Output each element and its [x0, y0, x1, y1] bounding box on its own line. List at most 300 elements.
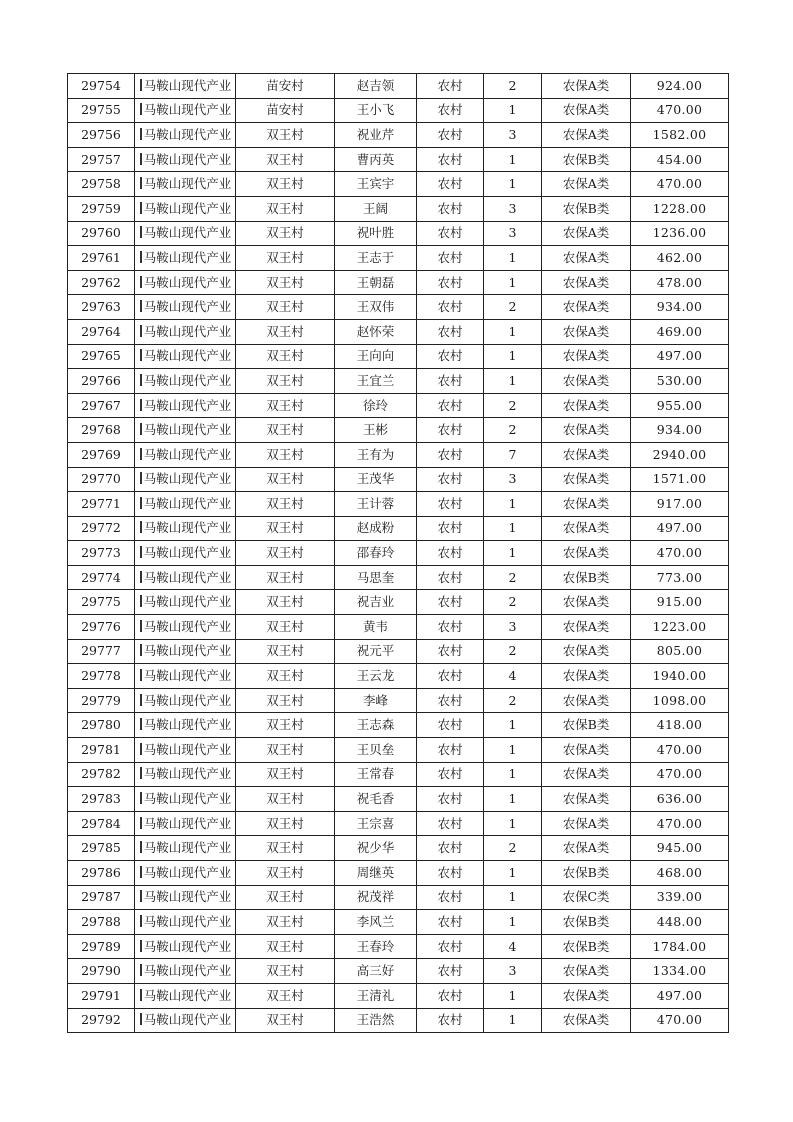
category-cell: 农保A类: [542, 123, 631, 148]
household-count-cell: 2: [484, 688, 542, 713]
amount-cell: 1571.00: [631, 467, 729, 492]
name-cell: 王计蓉: [335, 492, 417, 517]
org-cell: [135, 492, 236, 517]
village-cell: 双王村: [236, 123, 335, 148]
truncated-text-fragment: [140, 890, 142, 902]
row-id-cell: 29754: [68, 74, 135, 99]
category-cell: 农保B类: [542, 861, 631, 886]
amount-cell: 934.00: [631, 295, 729, 320]
org-text: 马鞍山现代产业: [143, 938, 232, 954]
name-cell: 祝少华: [335, 836, 417, 861]
truncated-text-fragment: [140, 276, 142, 288]
household-count-cell: 1: [484, 270, 542, 295]
name-cell: 王常春: [335, 762, 417, 787]
area-type-cell: 农村: [417, 221, 484, 246]
amount-cell: 1784.00: [631, 934, 729, 959]
household-count-cell: 3: [484, 196, 542, 221]
org-text: 马鞍山现代产业: [143, 791, 232, 807]
org-cell: [135, 565, 236, 590]
truncated-text-fragment: [140, 128, 142, 140]
village-cell: 双王村: [236, 516, 335, 541]
area-type-cell: 农村: [417, 885, 484, 910]
area-type-cell: 农村: [417, 74, 484, 99]
amount-cell: 470.00: [631, 1008, 729, 1033]
household-count-cell: 1: [484, 983, 542, 1008]
table-row: [68, 910, 729, 935]
org-text: 马鞍山现代产业: [143, 668, 232, 684]
amount-cell: 934.00: [631, 418, 729, 443]
table-row: [68, 74, 729, 99]
org-text: 马鞍山现代产业: [143, 913, 232, 929]
row-id-cell: 29771: [68, 492, 135, 517]
category-cell: 农保A类: [542, 983, 631, 1008]
village-cell: 双王村: [236, 541, 335, 566]
org-text: 马鞍山现代产业: [143, 495, 232, 511]
name-cell: 黄韦: [335, 615, 417, 640]
name-cell: 王春玲: [335, 934, 417, 959]
name-cell: 王贝垒: [335, 738, 417, 763]
truncated-text-fragment: [140, 251, 142, 263]
category-cell: 农保A类: [542, 319, 631, 344]
org-cell: [135, 688, 236, 713]
row-id-cell: 29788: [68, 910, 135, 935]
name-cell: 王茂华: [335, 467, 417, 492]
org-cell: [135, 738, 236, 763]
amount-cell: 773.00: [631, 565, 729, 590]
village-cell: 双王村: [236, 836, 335, 861]
org-cell: [135, 541, 236, 566]
name-cell: 祝茂祥: [335, 885, 417, 910]
category-cell: 农保A类: [542, 516, 631, 541]
truncated-text-fragment: [140, 694, 142, 706]
category-cell: 农保B类: [542, 147, 631, 172]
table-row: [68, 590, 729, 615]
area-type-cell: 农村: [417, 246, 484, 271]
category-cell: 农保A类: [542, 246, 631, 271]
area-type-cell: 农村: [417, 467, 484, 492]
row-id-cell: 29764: [68, 319, 135, 344]
table-row: [68, 319, 729, 344]
area-type-cell: 农村: [417, 369, 484, 394]
truncated-text-fragment: [140, 300, 142, 312]
name-cell: 王双伟: [335, 295, 417, 320]
org-text: 马鞍山现代产业: [143, 372, 232, 388]
truncated-text-fragment: [140, 841, 142, 853]
amount-cell: 448.00: [631, 910, 729, 935]
amount-cell: 530.00: [631, 369, 729, 394]
truncated-text-fragment: [140, 817, 142, 829]
household-count-cell: 4: [484, 934, 542, 959]
row-id-cell: 29790: [68, 959, 135, 984]
org-cell: [135, 934, 236, 959]
org-text: 马鞍山现代产业: [143, 545, 232, 561]
org-text: 马鞍山现代产业: [143, 987, 232, 1003]
table-row: [68, 615, 729, 640]
row-id-cell: 29782: [68, 762, 135, 787]
table-row: [68, 713, 729, 738]
org-cell: [135, 836, 236, 861]
household-count-cell: 2: [484, 836, 542, 861]
row-id-cell: 29792: [68, 1008, 135, 1033]
table-row: [68, 664, 729, 689]
table-row: [68, 1008, 729, 1033]
household-count-cell: 2: [484, 74, 542, 99]
name-cell: 周继英: [335, 861, 417, 886]
row-id-cell: 29780: [68, 713, 135, 738]
household-count-cell: 3: [484, 959, 542, 984]
category-cell: 农保A类: [542, 590, 631, 615]
village-cell: 双王村: [236, 861, 335, 886]
table-row: [68, 123, 729, 148]
row-id-cell: 29765: [68, 344, 135, 369]
row-id-cell: 29775: [68, 590, 135, 615]
category-cell: 农保A类: [542, 344, 631, 369]
table-row: [68, 172, 729, 197]
name-cell: 王宗喜: [335, 811, 417, 836]
area-type-cell: 农村: [417, 418, 484, 443]
name-cell: 祝元平: [335, 639, 417, 664]
area-type-cell: 农村: [417, 615, 484, 640]
village-cell: 苗安村: [236, 74, 335, 99]
category-cell: 农保A类: [542, 639, 631, 664]
org-cell: [135, 393, 236, 418]
area-type-cell: 农村: [417, 196, 484, 221]
org-cell: [135, 861, 236, 886]
category-cell: 农保A类: [542, 738, 631, 763]
household-count-cell: 1: [484, 172, 542, 197]
category-cell: 农保A类: [542, 369, 631, 394]
row-id-cell: 29767: [68, 393, 135, 418]
truncated-text-fragment: [140, 989, 142, 1001]
amount-cell: 917.00: [631, 492, 729, 517]
truncated-text-fragment: [140, 546, 142, 558]
table-row: [68, 98, 729, 123]
org-text: 马鞍山现代产业: [143, 741, 232, 757]
area-type-cell: 农村: [417, 123, 484, 148]
org-cell: [135, 147, 236, 172]
table-row: [68, 639, 729, 664]
org-text: 马鞍山现代产业: [143, 422, 232, 438]
table-row: [68, 492, 729, 517]
village-cell: 双王村: [236, 910, 335, 935]
household-count-cell: 1: [484, 319, 542, 344]
row-id-cell: 29785: [68, 836, 135, 861]
household-count-cell: 3: [484, 221, 542, 246]
household-count-cell: 7: [484, 442, 542, 467]
org-text: 马鞍山现代产业: [143, 299, 232, 315]
amount-cell: 497.00: [631, 983, 729, 1008]
row-id-cell: 29763: [68, 295, 135, 320]
truncated-text-fragment: [140, 448, 142, 460]
org-text: 马鞍山现代产业: [143, 889, 232, 905]
org-text: 马鞍山现代产业: [143, 249, 232, 265]
org-text: 马鞍山现代产业: [143, 225, 232, 241]
village-cell: 双王村: [236, 615, 335, 640]
truncated-text-fragment: [140, 79, 142, 91]
household-count-cell: 1: [484, 811, 542, 836]
category-cell: 农保A类: [542, 541, 631, 566]
village-cell: 双王村: [236, 172, 335, 197]
household-count-cell: 2: [484, 418, 542, 443]
category-cell: 农保B类: [542, 910, 631, 935]
org-text: 马鞍山现代产业: [143, 77, 232, 93]
area-type-cell: 农村: [417, 1008, 484, 1033]
org-cell: [135, 885, 236, 910]
org-cell: [135, 74, 236, 99]
amount-cell: 470.00: [631, 811, 729, 836]
org-cell: [135, 959, 236, 984]
area-type-cell: 农村: [417, 639, 484, 664]
name-cell: 王志森: [335, 713, 417, 738]
org-cell: [135, 811, 236, 836]
table-row: [68, 762, 729, 787]
household-count-cell: 1: [484, 492, 542, 517]
name-cell: 王阔: [335, 196, 417, 221]
household-count-cell: 1: [484, 344, 542, 369]
household-count-cell: 1: [484, 541, 542, 566]
area-type-cell: 农村: [417, 983, 484, 1008]
truncated-text-fragment: [140, 349, 142, 361]
category-cell: 农保A类: [542, 442, 631, 467]
org-cell: [135, 590, 236, 615]
truncated-text-fragment: [140, 472, 142, 484]
org-cell: [135, 1008, 236, 1033]
truncated-text-fragment: [140, 399, 142, 411]
org-text: 马鞍山现代产业: [143, 569, 232, 585]
category-cell: 农保C类: [542, 885, 631, 910]
area-type-cell: 农村: [417, 959, 484, 984]
table-row: [68, 836, 729, 861]
area-type-cell: 农村: [417, 516, 484, 541]
truncated-text-fragment: [140, 202, 142, 214]
area-type-cell: 农村: [417, 713, 484, 738]
table-row: [68, 147, 729, 172]
category-cell: 农保A类: [542, 74, 631, 99]
household-count-cell: 1: [484, 147, 542, 172]
category-cell: 农保B类: [542, 565, 631, 590]
name-cell: 王志于: [335, 246, 417, 271]
area-type-cell: 农村: [417, 541, 484, 566]
area-type-cell: 农村: [417, 492, 484, 517]
org-text: 马鞍山现代产业: [143, 397, 232, 413]
org-text: 马鞍山现代产业: [143, 643, 232, 659]
village-cell: 双王村: [236, 664, 335, 689]
org-cell: [135, 295, 236, 320]
village-cell: 双王村: [236, 934, 335, 959]
org-text: 马鞍山现代产业: [143, 864, 232, 880]
name-cell: 邵春玲: [335, 541, 417, 566]
row-id-cell: 29761: [68, 246, 135, 271]
subsidy-table: [67, 73, 729, 1033]
row-id-cell: 29784: [68, 811, 135, 836]
area-type-cell: 农村: [417, 270, 484, 295]
name-cell: 赵成粉: [335, 516, 417, 541]
amount-cell: 470.00: [631, 762, 729, 787]
category-cell: 农保A类: [542, 393, 631, 418]
amount-cell: 1582.00: [631, 123, 729, 148]
amount-cell: 915.00: [631, 590, 729, 615]
household-count-cell: 3: [484, 615, 542, 640]
village-cell: 双王村: [236, 1008, 335, 1033]
name-cell: 李风兰: [335, 910, 417, 935]
area-type-cell: 农村: [417, 861, 484, 886]
table-row: [68, 221, 729, 246]
category-cell: 农保A类: [542, 1008, 631, 1033]
org-cell: [135, 344, 236, 369]
row-id-cell: 29760: [68, 221, 135, 246]
org-cell: [135, 98, 236, 123]
name-cell: 李峰: [335, 688, 417, 713]
household-count-cell: 2: [484, 295, 542, 320]
truncated-text-fragment: [140, 620, 142, 632]
household-count-cell: 1: [484, 246, 542, 271]
amount-cell: 2940.00: [631, 442, 729, 467]
org-cell: [135, 664, 236, 689]
org-text: 马鞍山现代产业: [143, 717, 232, 733]
household-count-cell: 4: [484, 664, 542, 689]
truncated-text-fragment: [140, 792, 142, 804]
village-cell: 双王村: [236, 147, 335, 172]
category-cell: 农保A类: [542, 492, 631, 517]
truncated-text-fragment: [140, 497, 142, 509]
table-body: [68, 74, 729, 1033]
area-type-cell: 农村: [417, 787, 484, 812]
household-count-cell: 2: [484, 393, 542, 418]
household-count-cell: 1: [484, 713, 542, 738]
truncated-text-fragment: [140, 423, 142, 435]
amount-cell: 955.00: [631, 393, 729, 418]
row-id-cell: 29769: [68, 442, 135, 467]
name-cell: 高三好: [335, 959, 417, 984]
org-cell: [135, 467, 236, 492]
category-cell: 农保A类: [542, 295, 631, 320]
amount-cell: 924.00: [631, 74, 729, 99]
truncated-text-fragment: [140, 226, 142, 238]
org-text: 马鞍山现代产业: [143, 594, 232, 610]
village-cell: 双王村: [236, 492, 335, 517]
area-type-cell: 农村: [417, 664, 484, 689]
area-type-cell: 农村: [417, 98, 484, 123]
household-count-cell: 1: [484, 910, 542, 935]
truncated-text-fragment: [140, 153, 142, 165]
row-id-cell: 29762: [68, 270, 135, 295]
village-cell: 双王村: [236, 246, 335, 271]
row-id-cell: 29786: [68, 861, 135, 886]
household-count-cell: 1: [484, 516, 542, 541]
name-cell: 王宜兰: [335, 369, 417, 394]
amount-cell: 468.00: [631, 861, 729, 886]
amount-cell: 1223.00: [631, 615, 729, 640]
area-type-cell: 农村: [417, 910, 484, 935]
truncated-text-fragment: [140, 743, 142, 755]
truncated-text-fragment: [140, 940, 142, 952]
village-cell: 双王村: [236, 344, 335, 369]
org-text: 马鞍山现代产业: [143, 766, 232, 782]
amount-cell: 497.00: [631, 516, 729, 541]
village-cell: 双王村: [236, 295, 335, 320]
org-text: 马鞍山现代产业: [143, 815, 232, 831]
org-text: 马鞍山现代产业: [143, 323, 232, 339]
amount-cell: 462.00: [631, 246, 729, 271]
village-cell: 双王村: [236, 983, 335, 1008]
org-cell: [135, 196, 236, 221]
org-cell: [135, 246, 236, 271]
org-cell: [135, 713, 236, 738]
amount-cell: 418.00: [631, 713, 729, 738]
name-cell: 赵吉领: [335, 74, 417, 99]
row-id-cell: 29777: [68, 639, 135, 664]
table-row: [68, 344, 729, 369]
org-cell: [135, 221, 236, 246]
amount-cell: 470.00: [631, 98, 729, 123]
org-cell: [135, 319, 236, 344]
row-id-cell: 29778: [68, 664, 135, 689]
org-cell: [135, 762, 236, 787]
truncated-text-fragment: [140, 915, 142, 927]
name-cell: 王有为: [335, 442, 417, 467]
amount-cell: 470.00: [631, 172, 729, 197]
amount-cell: 636.00: [631, 787, 729, 812]
org-text: 马鞍山现代产业: [143, 151, 232, 167]
household-count-cell: 1: [484, 369, 542, 394]
org-text: 马鞍山现代产业: [143, 840, 232, 856]
row-id-cell: 29756: [68, 123, 135, 148]
amount-cell: 1334.00: [631, 959, 729, 984]
village-cell: 双王村: [236, 196, 335, 221]
area-type-cell: 农村: [417, 934, 484, 959]
org-cell: [135, 123, 236, 148]
org-text: 马鞍山现代产业: [143, 963, 232, 979]
row-id-cell: 29773: [68, 541, 135, 566]
category-cell: 农保A类: [542, 172, 631, 197]
org-cell: [135, 442, 236, 467]
category-cell: 农保A类: [542, 270, 631, 295]
table-row: [68, 885, 729, 910]
category-cell: 农保A类: [542, 221, 631, 246]
table-row: [68, 418, 729, 443]
name-cell: 王彬: [335, 418, 417, 443]
area-type-cell: 农村: [417, 811, 484, 836]
area-type-cell: 农村: [417, 688, 484, 713]
area-type-cell: 农村: [417, 565, 484, 590]
table-row: [68, 246, 729, 271]
org-cell: [135, 787, 236, 812]
category-cell: 农保B类: [542, 196, 631, 221]
village-cell: 双王村: [236, 590, 335, 615]
truncated-text-fragment: [140, 964, 142, 976]
row-id-cell: 29779: [68, 688, 135, 713]
truncated-text-fragment: [140, 718, 142, 730]
name-cell: 曹丙英: [335, 147, 417, 172]
name-cell: 王朝磊: [335, 270, 417, 295]
household-count-cell: 1: [484, 738, 542, 763]
row-id-cell: 29768: [68, 418, 135, 443]
table-row: [68, 467, 729, 492]
row-id-cell: 29787: [68, 885, 135, 910]
village-cell: 双王村: [236, 221, 335, 246]
table-row: [68, 295, 729, 320]
village-cell: 双王村: [236, 467, 335, 492]
area-type-cell: 农村: [417, 344, 484, 369]
area-type-cell: 农村: [417, 147, 484, 172]
table-row: [68, 270, 729, 295]
truncated-text-fragment: [140, 521, 142, 533]
category-cell: 农保A类: [542, 467, 631, 492]
category-cell: 农保A类: [542, 836, 631, 861]
truncated-text-fragment: [140, 866, 142, 878]
category-cell: 农保B类: [542, 713, 631, 738]
category-cell: 农保B类: [542, 934, 631, 959]
